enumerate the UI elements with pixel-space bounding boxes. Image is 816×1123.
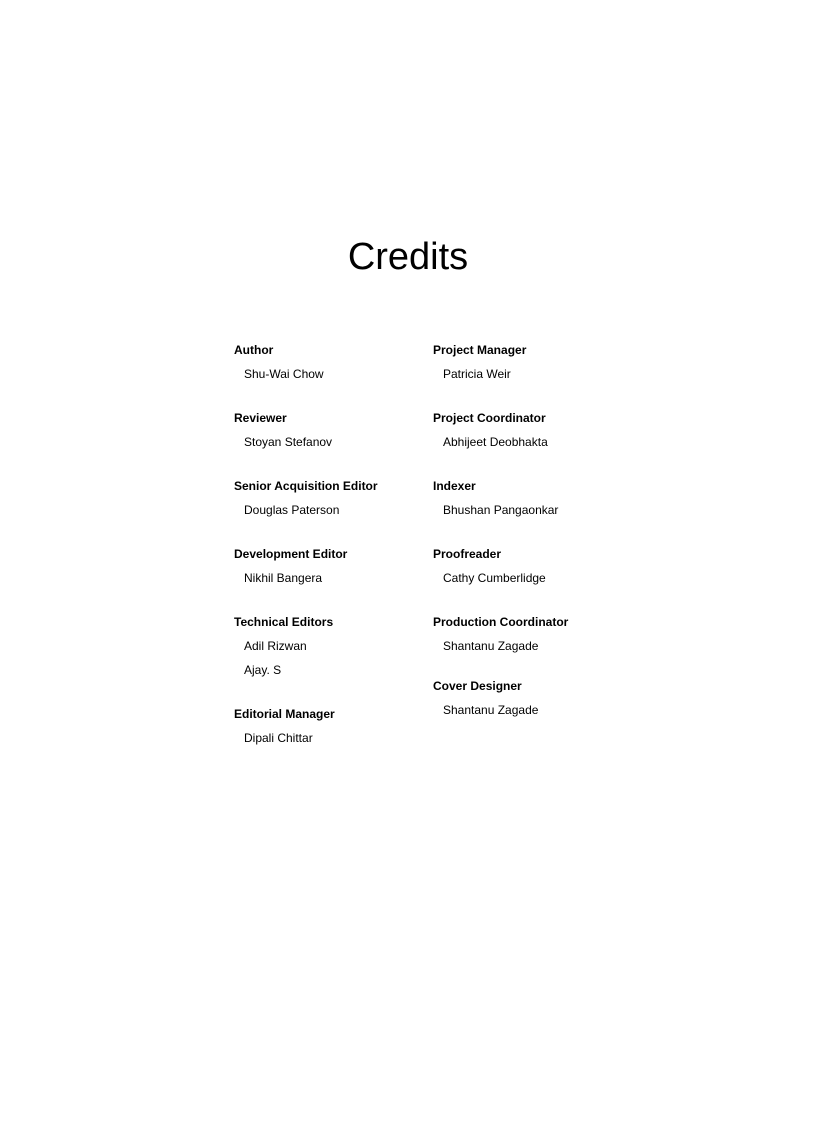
- person-name: Shantanu Zagade: [443, 639, 539, 653]
- role-heading: Author: [234, 343, 274, 357]
- credit-senior-acquisition-editor: [234, 476, 424, 520]
- person-name: Bhushan Pangaonkar: [443, 503, 559, 517]
- credit-author: [234, 340, 424, 384]
- credit-cover-designer: [433, 676, 623, 720]
- credit-production-coordinator: [433, 612, 623, 656]
- credit-project-manager: [433, 340, 623, 384]
- person-name: Adil Rizwan: [244, 639, 307, 653]
- role-heading: Proofreader: [433, 547, 502, 561]
- credit-project-coordinator: [433, 408, 623, 452]
- credit-development-editor: [234, 544, 424, 588]
- role-heading: Senior Acquisition Editor: [234, 479, 378, 493]
- role-heading: Reviewer: [234, 411, 287, 425]
- credit-technical-editors: [234, 612, 424, 680]
- person-name: Shantanu Zagade: [443, 703, 539, 717]
- person-name: Ajay. S: [244, 663, 282, 677]
- credits-left-column: [234, 340, 424, 772]
- role-heading: Editorial Manager: [234, 707, 335, 721]
- person-name: Douglas Paterson: [244, 503, 340, 517]
- role-heading: Cover Designer: [433, 679, 522, 693]
- person-name: Abhijeet Deobhakta: [443, 435, 548, 449]
- role-heading: Project Coordinator: [433, 411, 546, 425]
- person-name: Dipali Chittar: [244, 731, 313, 745]
- role-heading: Project Manager: [433, 343, 527, 357]
- credit-indexer: [433, 476, 623, 520]
- credit-reviewer: [234, 408, 424, 452]
- person-name: Shu-Wai Chow: [244, 367, 324, 381]
- page-title: Credits: [347, 236, 469, 278]
- role-heading: Technical Editors: [234, 615, 334, 629]
- credits-right-column: [433, 340, 623, 744]
- credit-editorial-manager: [234, 704, 424, 748]
- credit-proofreader: [433, 544, 623, 588]
- role-heading: Production Coordinator: [433, 615, 569, 629]
- role-heading: Development Editor: [234, 547, 348, 561]
- role-heading: Indexer: [433, 479, 476, 493]
- person-name: Stoyan Stefanov: [244, 435, 333, 449]
- person-name: Patricia Weir: [443, 367, 511, 381]
- person-name: Nikhil Bangera: [244, 571, 323, 585]
- person-name: Cathy Cumberlidge: [443, 571, 546, 585]
